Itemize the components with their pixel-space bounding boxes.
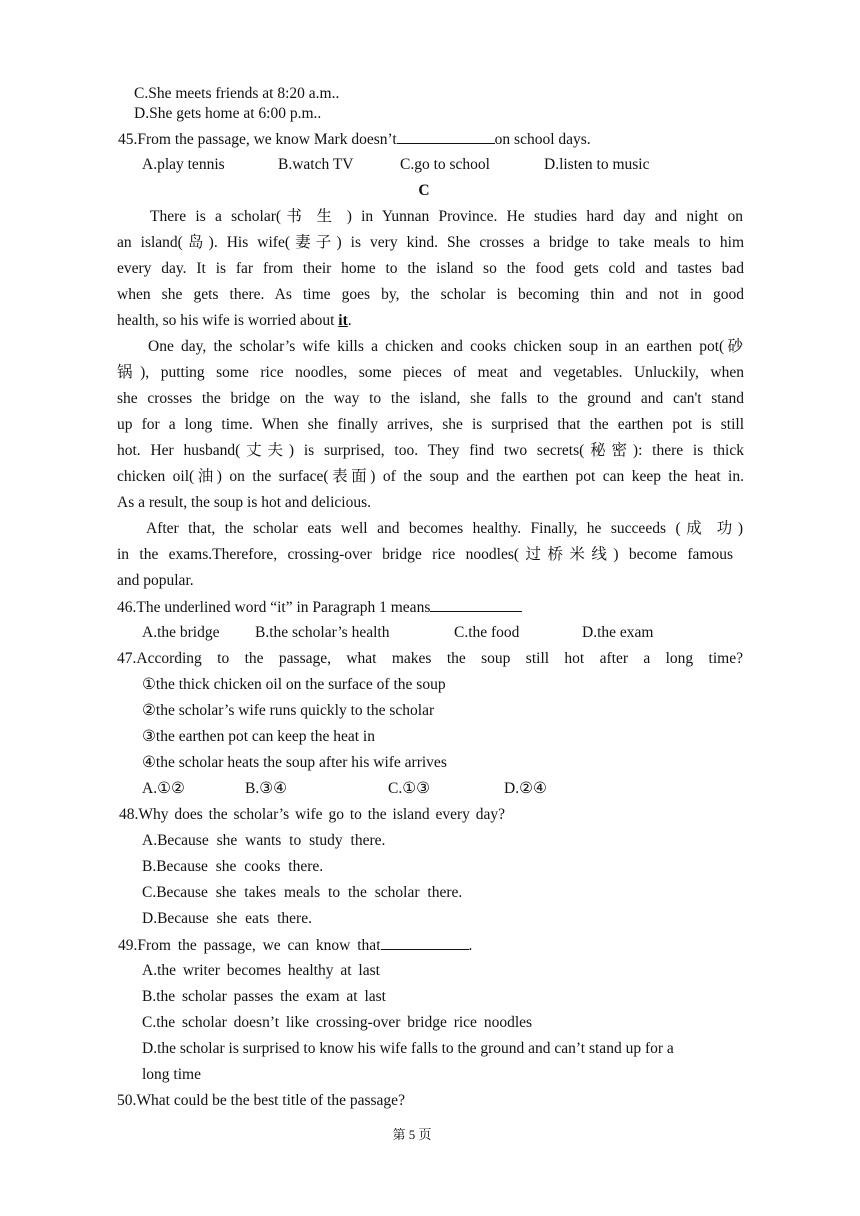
question-47-option-b: B.③④ [245,780,288,797]
option-c-prev: C.She meets friends at 8:20 a.m.. [134,85,340,102]
option-d-prev: D.She gets home at 6:00 p.m.. [134,105,322,122]
question-49-option-c: C.the scholar doesn’t like crossing-over bridge rice noodles [142,1014,533,1031]
answer-blank [397,129,495,144]
passage-text: health, so his wife is worried about [117,312,339,329]
question-46-stem-text: 46.The underlined word “it” in Paragraph 1 means [117,599,431,616]
question-45-option-d: D.listen to music [544,156,650,173]
question-45-option-a: A.play tennis [142,156,225,173]
passage-line: One day, the scholar’s wife kills a chicken and cooks chicken soup in an earthen pot(砂 [148,338,743,355]
passage-line: hot. Her husband(丈夫) is surprised, too. They find two secrets(秘密): there is thick [117,442,744,459]
question-46-option-a: A.the bridge [142,624,220,641]
answer-blank [430,597,522,612]
question-46-option-d: D.the exam [582,624,654,641]
question-48-option-d: D.Because she eats there. [142,910,312,927]
question-48-stem: 48.Why does the scholar’s wife go to the island every day? [119,806,506,823]
question-48-option-b: B.Because she cooks there. [142,858,324,875]
question-47-option-c: C.①③ [388,780,431,797]
passage-line: 锅), putting some rice noodles, some pieces of meat and vegetables. Unluckily, when [117,364,744,381]
question-49-stem-post: . [468,937,473,954]
question-49-stem [118,935,472,956]
question-46-option-c: C.the food [454,624,520,641]
answer-blank [381,935,469,950]
passage-line: in the exams.Therefore, crossing-over bridge rice noodles(过桥米线) become famous [117,546,733,563]
question-47-item: ②the scholar’s wife runs quickly to the scholar [142,702,435,719]
question-47-item: ③the earthen pot can keep the heat in [142,728,375,745]
question-48-option-a: A.Because she wants to study there. [142,832,386,849]
question-45-option-c: C.go to school [400,156,490,173]
question-47-item: ④the scholar heats the soup after his wife arrives [142,754,447,771]
passage-line: when she gets there. As time goes by, the scholar is becoming thin and not in good [117,286,744,303]
question-46-option-b: B.the scholar’s health [255,624,390,641]
question-49-option-d: D.the scholar is surprised to know his wife falls to the ground and can’t stand up for a [142,1040,674,1057]
passage-line: There is a scholar(书 生 ) in Yunnan Province. He studies hard day and night on [150,208,743,225]
question-47-option-a: A.①② [142,780,185,797]
question-46-stem [117,597,522,618]
passage-line: up for a long time. When she finally arrives, she is surprised that the earthen pot is still [117,416,744,433]
page-number: 第 5 页 [392,1127,432,1142]
passage-line: she crosses the bridge on the way to the island, she falls to the ground and can't stand [117,390,744,407]
section-heading: C [418,182,430,199]
passage-line: chicken oil(油) on the surface(表面) of the soup and the earthen pot can keep the heat in. [117,468,744,485]
question-47-item: ①the thick chicken oil on the surface of the soup [142,676,446,693]
passage-line: and popular. [117,572,194,589]
underlined-word: it [338,312,348,329]
question-45-stem [118,129,591,150]
question-49-option-b: B.the scholar passes the exam at last [142,988,386,1005]
question-49-option-a: A.the writer becomes healthy at last [142,962,380,979]
passage-line [117,311,352,331]
question-50-stem: 50.What could be the best title of the passage? [117,1092,405,1109]
passage-line: As a result, the soup is hot and delicious. [117,494,371,511]
passage-line: an island(岛). His wife(妻子) is very kind. She crosses a bridge to take meals to him [117,234,744,251]
question-47-option-d: D.②④ [504,780,547,797]
question-49-stem-text: 49.From the passage, we can know that [118,937,381,954]
passage-line: every day. It is far from their home to the island so the food gets cold and tastes bad [117,260,744,277]
question-48-option-c: C.Because she takes meals to the scholar there. [142,884,463,901]
passage-line: After that, the scholar eats well and becomes healthy. Finally, he succeeds (成 功) [146,520,743,537]
question-45-option-b: B.watch TV [278,156,354,173]
question-45-stem-post: on school days. [494,131,591,148]
question-47-stem: 47.According to the passage, what makes the soup still hot after a long time? [117,650,743,667]
question-49-option-d-continued: long time [142,1066,201,1083]
passage-text: . [347,312,352,329]
question-45-stem-text: 45.From the passage, we know Mark doesn’t [118,131,397,148]
